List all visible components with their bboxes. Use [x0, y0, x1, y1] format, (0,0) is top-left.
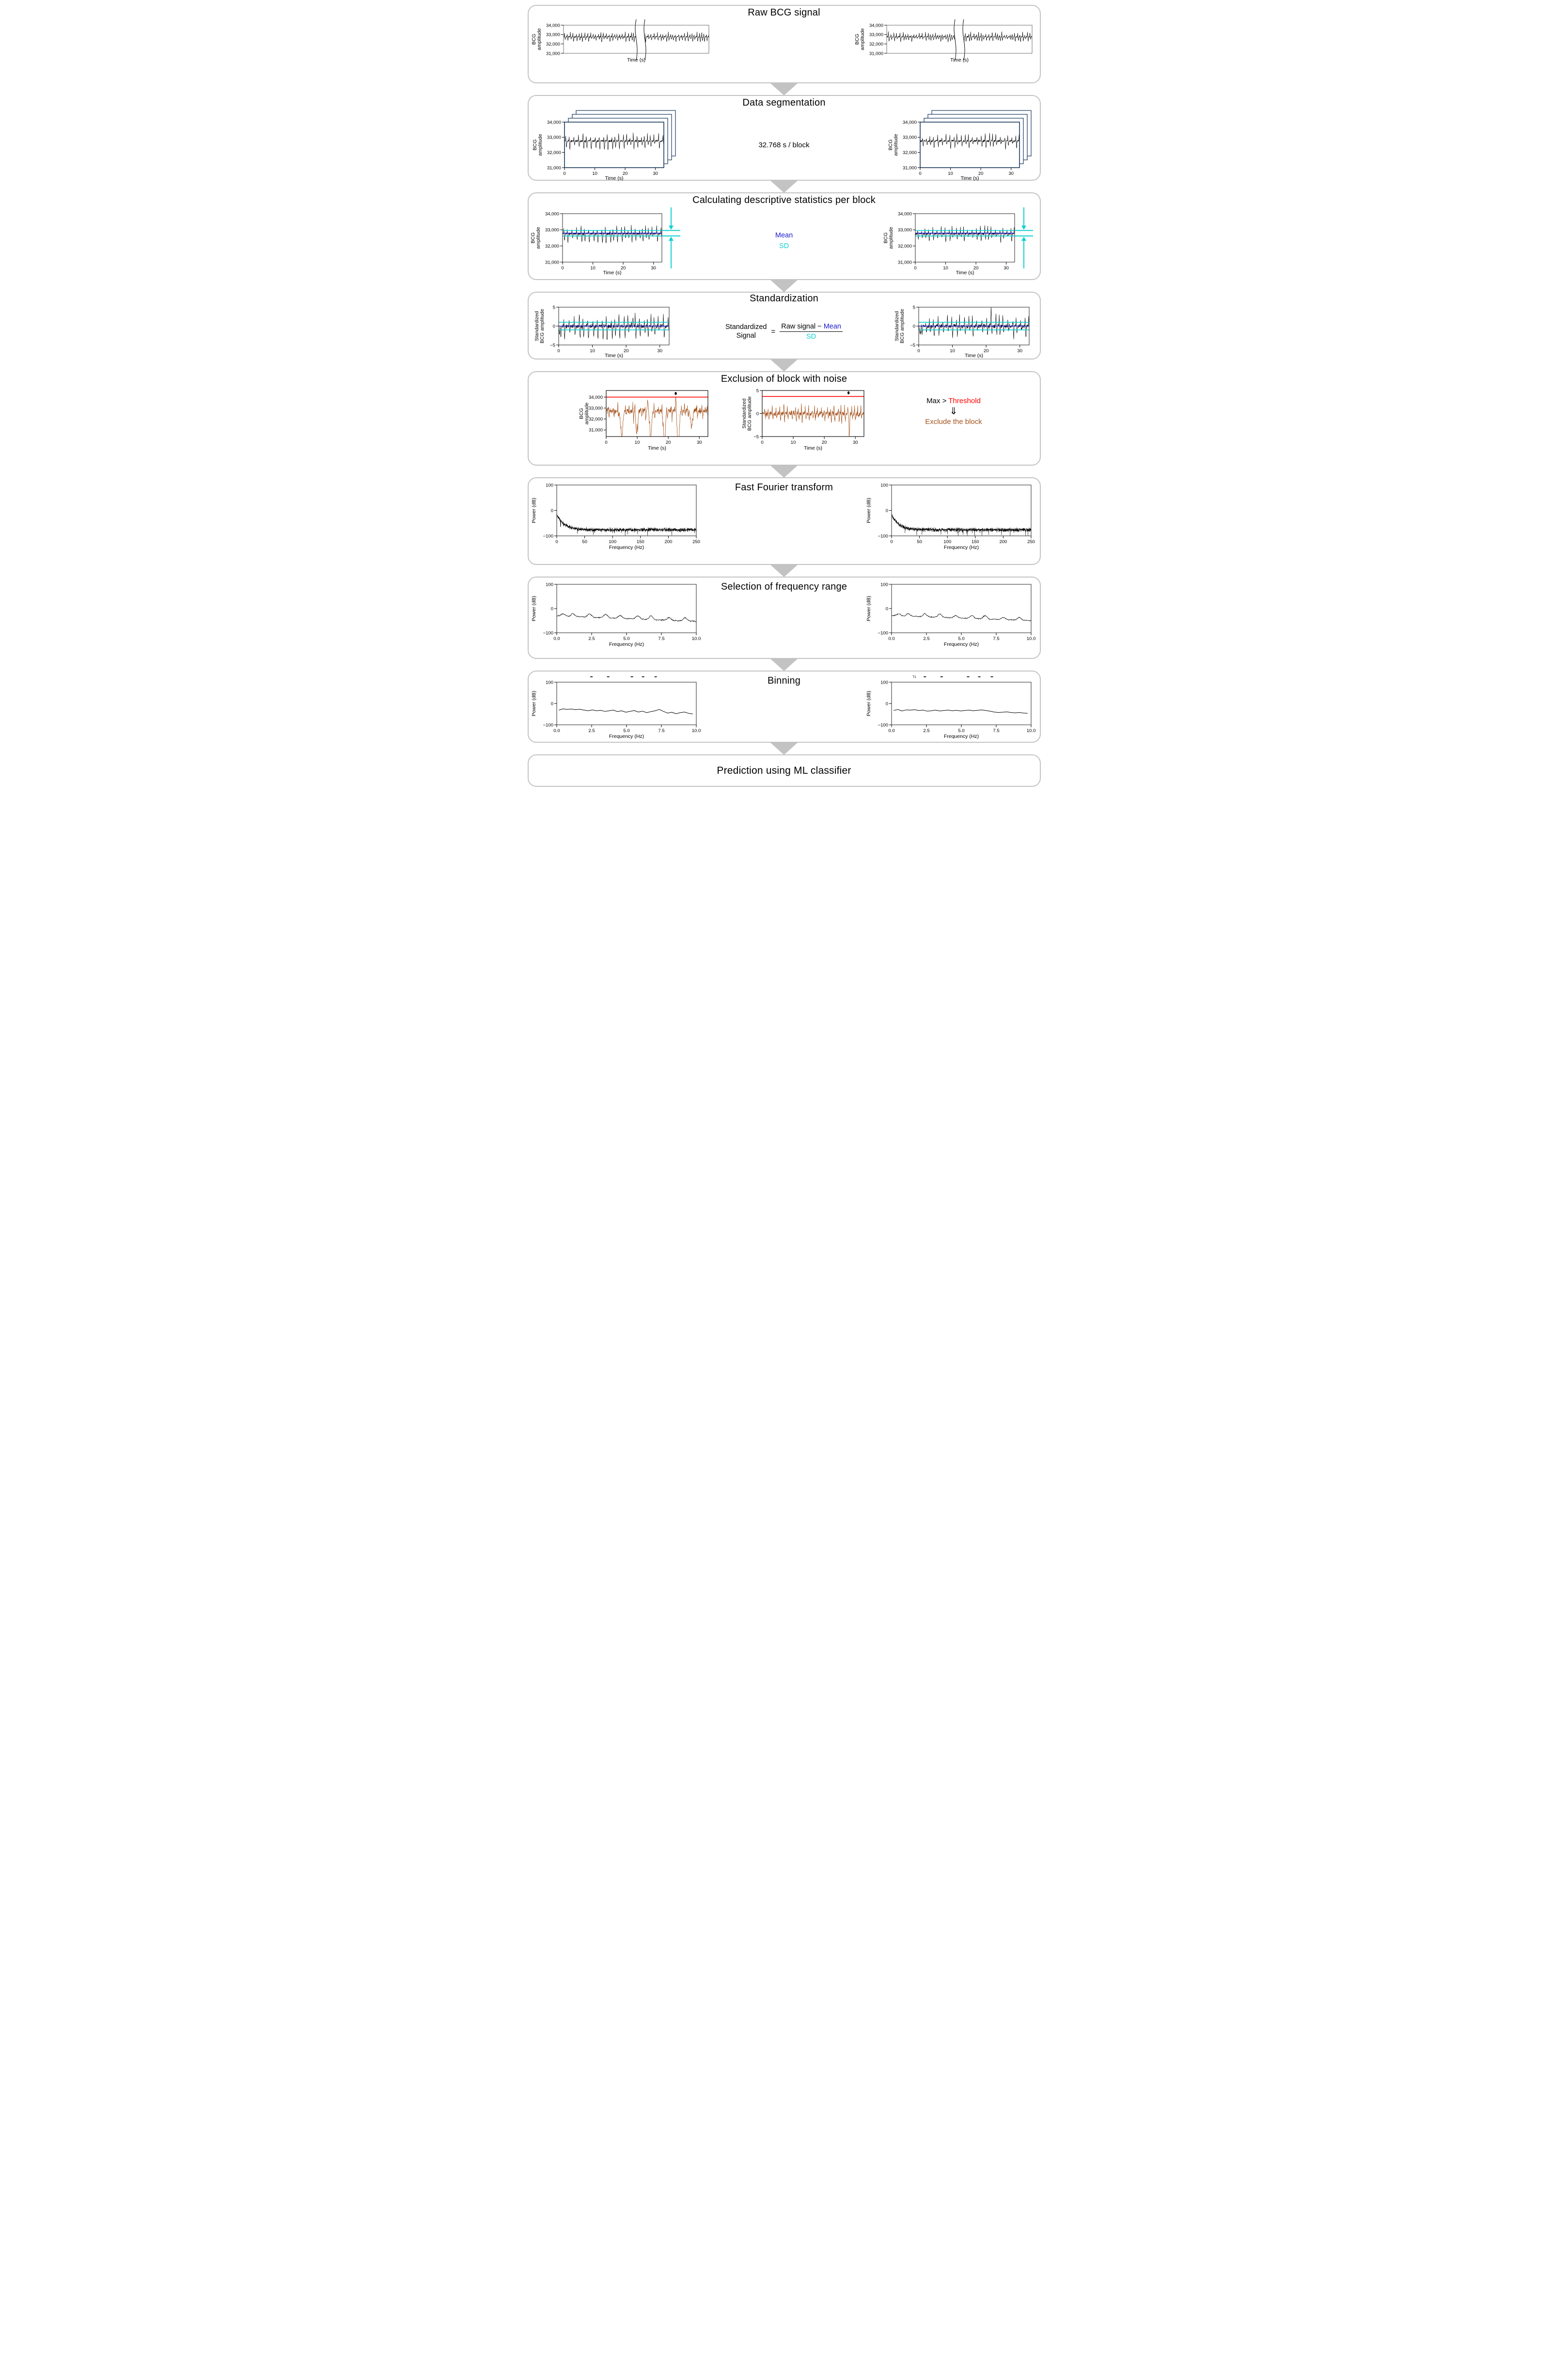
arrow-down-icon	[770, 359, 798, 372]
svg-text:20: 20	[623, 348, 628, 354]
flow-connector	[523, 743, 1046, 754]
panel-fft	[528, 477, 1041, 565]
svg-text:5.0: 5.0	[957, 728, 965, 734]
arrow-down-icon	[770, 564, 798, 577]
equals-sign: =	[771, 327, 776, 336]
svg-text:0: 0	[552, 324, 555, 329]
noisy-standardized-plot	[742, 386, 871, 451]
svg-text:0: 0	[561, 266, 564, 271]
svg-text:0: 0	[885, 606, 888, 612]
panel-data-segmentation	[528, 95, 1041, 181]
segmented-blocks-plot-right	[888, 109, 1036, 181]
svg-text:Frequency (Hz): Frequency (Hz)	[609, 545, 644, 550]
svg-text:0.0: 0.0	[888, 636, 895, 641]
svg-text:100: 100	[608, 539, 616, 545]
panel-title: Fast Fourier transform	[735, 482, 833, 493]
svg-text:0: 0	[563, 171, 566, 176]
svg-text:5: 5	[756, 388, 759, 394]
arrow-down-icon	[770, 280, 798, 292]
stats-plot-left	[531, 206, 685, 276]
raw-bcg-plot-left	[532, 22, 714, 63]
block-duration-label: 32.768 s / block	[758, 141, 810, 149]
segmentation-row	[529, 109, 1040, 181]
svg-text:5: 5	[912, 305, 915, 311]
svg-text:100: 100	[545, 582, 553, 588]
flow-connector	[523, 659, 1046, 671]
svg-text:amplitude: amplitude	[537, 134, 543, 156]
svg-text:BCG amplitude: BCG amplitude	[539, 309, 545, 344]
svg-text:30: 30	[652, 171, 658, 176]
arrow-down-icon	[770, 83, 798, 95]
svg-text:amplitude: amplitude	[535, 227, 541, 249]
svg-text:10: 10	[949, 348, 955, 354]
svg-text:Power (dB): Power (dB)	[531, 690, 537, 717]
svg-text:2.5: 2.5	[923, 728, 930, 734]
flow-connector	[523, 360, 1046, 371]
svg-text:Time (s): Time (s)	[955, 270, 974, 276]
svg-text:0: 0	[912, 324, 915, 329]
fft-spectrum-plot-right	[866, 481, 1037, 550]
svg-text:0: 0	[557, 348, 560, 354]
arrow-down-icon	[770, 465, 798, 478]
condition-threshold: Threshold	[948, 397, 981, 406]
svg-text:−100: −100	[543, 722, 553, 728]
svg-text:0.0: 0.0	[553, 636, 560, 641]
svg-text:100: 100	[545, 483, 553, 488]
flow-connector	[523, 280, 1046, 292]
svg-text:33,000: 33,000	[869, 32, 883, 38]
formula-lhs-line2: Signal	[736, 332, 756, 340]
svg-text:250: 250	[692, 539, 700, 545]
svg-text:Time (s): Time (s)	[627, 57, 645, 63]
svg-text:30: 30	[1003, 266, 1009, 271]
selected-range-plot-right	[866, 580, 1037, 647]
svg-text:34,000: 34,000	[545, 211, 559, 217]
threshold-condition	[871, 396, 1037, 407]
svg-text:Time (s): Time (s)	[604, 175, 624, 181]
svg-text:Time (s): Time (s)	[960, 175, 979, 181]
svg-text:−5: −5	[909, 343, 915, 348]
svg-text:20: 20	[622, 171, 627, 176]
svg-text:−100: −100	[878, 533, 888, 539]
svg-text:32,000: 32,000	[545, 243, 559, 249]
binned-spectrum-plot-left	[532, 674, 702, 739]
svg-text:32,000: 32,000	[547, 150, 561, 156]
raw-bcg-plots-row	[529, 22, 1040, 63]
svg-text:0: 0	[918, 171, 922, 176]
svg-text:30: 30	[696, 440, 702, 445]
svg-text:BCG: BCG	[532, 139, 538, 151]
panel-title: Raw BCG signal	[748, 7, 820, 18]
svg-text:−100: −100	[878, 630, 888, 636]
svg-text:0: 0	[550, 606, 553, 612]
svg-text:Power (dB): Power (dB)	[865, 595, 872, 622]
svg-text:30: 30	[1008, 171, 1014, 176]
svg-text:−100: −100	[543, 630, 553, 636]
svg-text:32,000: 32,000	[869, 41, 883, 47]
svg-text:amplitude: amplitude	[536, 28, 542, 50]
svg-text:10.0: 10.0	[1026, 636, 1035, 641]
svg-text:10.0: 10.0	[1026, 728, 1035, 734]
svg-text:30: 30	[1017, 348, 1022, 354]
svg-text:0.0: 0.0	[553, 728, 560, 734]
svg-text:10.0: 10.0	[691, 728, 701, 734]
svg-text:31,000: 31,000	[897, 260, 912, 266]
svg-text:100: 100	[943, 539, 951, 545]
stats-plot-right	[883, 206, 1038, 276]
svg-text:32,000: 32,000	[902, 150, 917, 156]
standardized-plot-left	[534, 304, 674, 359]
standardization-formula	[674, 323, 894, 341]
svg-text:250: 250	[1027, 539, 1035, 545]
sd-label: SD	[779, 242, 789, 250]
svg-text:2.5: 2.5	[923, 636, 930, 641]
svg-text:10: 10	[790, 440, 796, 445]
svg-text:33,000: 33,000	[546, 32, 560, 38]
panel-title: Calculating descriptive statistics per block	[692, 195, 876, 205]
svg-text:0: 0	[917, 348, 920, 354]
panel-title: Prediction using ML classifier	[717, 765, 851, 776]
svg-text:amplitude: amplitude	[859, 28, 865, 50]
panel-noise-exclusion	[528, 371, 1041, 466]
svg-text:150: 150	[971, 539, 979, 545]
svg-text:BCG: BCG	[531, 33, 537, 45]
svg-text:5.0: 5.0	[623, 636, 630, 641]
svg-text:100: 100	[880, 680, 888, 686]
formula-lhs	[725, 323, 767, 340]
svg-text:−5: −5	[549, 343, 555, 348]
flow-connector	[523, 181, 1046, 192]
svg-text:Time (s): Time (s)	[964, 353, 983, 359]
svg-text:31,000: 31,000	[869, 51, 883, 57]
panel-frequency-selection	[528, 577, 1041, 659]
panel-title: Selection of frequency range	[721, 581, 847, 592]
svg-text:Time (s): Time (s)	[647, 445, 666, 451]
panel-title: Binning	[767, 675, 801, 686]
svg-text:0: 0	[885, 508, 888, 514]
svg-text:0: 0	[890, 539, 893, 545]
numerator-mean: Mean	[823, 322, 841, 330]
standardization-row	[529, 304, 1040, 359]
svg-text:Frequency (Hz): Frequency (Hz)	[609, 734, 644, 739]
panel-raw-bcg-signal	[528, 5, 1041, 83]
svg-text:34,000: 34,000	[897, 211, 912, 217]
double-down-arrow-icon: ⇓	[949, 406, 958, 417]
svg-text:5.0: 5.0	[957, 636, 965, 641]
svg-text:10: 10	[590, 266, 596, 271]
svg-text:20: 20	[978, 171, 983, 176]
svg-text:amplitude: amplitude	[893, 134, 899, 156]
exclusion-rule	[871, 396, 1037, 427]
panel-title: Exclusion of block with noise	[721, 374, 847, 384]
arrow-down-icon	[770, 742, 798, 755]
formula-lhs-line1: Standardized	[725, 323, 767, 331]
svg-text:BCG: BCG	[887, 139, 894, 151]
svg-text:5.0: 5.0	[623, 728, 630, 734]
svg-text:34,000: 34,000	[902, 120, 917, 125]
svg-text:33,000: 33,000	[588, 406, 603, 411]
svg-text:34,000: 34,000	[547, 120, 561, 125]
svg-text:Standardized: Standardized	[533, 311, 540, 341]
svg-text:Frequency (Hz): Frequency (Hz)	[943, 734, 979, 739]
svg-text:30: 30	[650, 266, 656, 271]
svg-text:0: 0	[550, 701, 553, 707]
svg-text:33,000: 33,000	[545, 227, 559, 233]
svg-text:10: 10	[589, 348, 595, 354]
panel-title: Standardization	[750, 293, 818, 304]
selected-range-plot-left	[532, 580, 702, 647]
bcg-processing-pipeline-figure	[523, 0, 1046, 790]
panel-binning	[528, 671, 1041, 743]
svg-text:0: 0	[756, 411, 759, 417]
svg-text:Power (dB): Power (dB)	[531, 595, 537, 622]
svg-text:BCG amplitude: BCG amplitude	[746, 396, 753, 431]
selection-row	[529, 580, 1040, 647]
svg-text:200: 200	[999, 539, 1007, 545]
svg-text:33,000: 33,000	[897, 227, 912, 233]
numerator-raw-signal: Raw signal −	[781, 322, 824, 330]
svg-text:31,000: 31,000	[588, 427, 603, 433]
binned-spectrum-plot-right	[866, 674, 1037, 739]
svg-text:Standardized: Standardized	[741, 398, 747, 429]
svg-text:150: 150	[636, 539, 644, 545]
svg-text:0: 0	[913, 266, 917, 271]
svg-text:200: 200	[664, 539, 672, 545]
svg-text:BCG: BCG	[854, 33, 860, 45]
svg-text:30: 30	[852, 440, 858, 445]
formula-numerator	[780, 323, 843, 332]
svg-text:34,000: 34,000	[546, 23, 560, 29]
svg-text:0: 0	[604, 440, 608, 445]
svg-text:0.0: 0.0	[888, 728, 895, 734]
svg-text:7.5: 7.5	[992, 636, 1000, 641]
svg-text:34,000: 34,000	[588, 394, 603, 400]
svg-text:100: 100	[880, 582, 888, 588]
svg-text:T1: T1	[912, 675, 916, 679]
svg-text:10.0: 10.0	[691, 636, 701, 641]
svg-text:10: 10	[942, 266, 948, 271]
svg-text:amplitude: amplitude	[888, 227, 894, 249]
flow-connector	[523, 83, 1046, 95]
svg-text:Power (dB): Power (dB)	[865, 690, 872, 717]
svg-text:0: 0	[760, 440, 764, 445]
svg-text:32,000: 32,000	[897, 243, 912, 249]
svg-text:7.5: 7.5	[658, 636, 665, 641]
exclude-action-label: Exclude the block	[925, 418, 982, 426]
binning-row	[529, 674, 1040, 739]
svg-text:BCG: BCG	[882, 232, 889, 244]
panel-title: Data segmentation	[742, 97, 826, 108]
svg-text:2.5: 2.5	[588, 728, 595, 734]
svg-text:Frequency (Hz): Frequency (Hz)	[609, 641, 644, 647]
svg-text:20: 20	[821, 440, 827, 445]
panel-ml-prediction	[528, 754, 1041, 787]
arrow-down-icon	[770, 658, 798, 671]
segmented-blocks-plot-left	[533, 109, 680, 181]
fft-row	[529, 481, 1040, 550]
svg-text:20: 20	[983, 348, 988, 354]
svg-text:33,000: 33,000	[902, 135, 917, 141]
svg-text:32,000: 32,000	[546, 41, 560, 47]
svg-text:10: 10	[592, 171, 597, 176]
exclusion-row	[529, 386, 1040, 451]
svg-text:−100: −100	[543, 533, 553, 539]
svg-text:amplitude: amplitude	[583, 402, 590, 425]
svg-text:20: 20	[665, 440, 671, 445]
statistics-row	[529, 206, 1040, 276]
noisy-raw-plot	[579, 386, 715, 451]
flow-connector	[523, 565, 1046, 577]
svg-text:20: 20	[973, 266, 978, 271]
svg-text:Power (dB): Power (dB)	[531, 498, 537, 523]
svg-text:Time (s): Time (s)	[602, 270, 622, 276]
svg-text:10: 10	[634, 440, 640, 445]
svg-text:Power (dB): Power (dB)	[865, 498, 872, 523]
arrow-down-icon	[770, 180, 798, 193]
svg-text:100: 100	[545, 680, 553, 686]
svg-text:−5: −5	[753, 434, 759, 440]
svg-text:BCG: BCG	[578, 408, 584, 419]
svg-text:10: 10	[947, 171, 953, 176]
svg-text:31,000: 31,000	[546, 51, 560, 57]
svg-text:0: 0	[555, 539, 558, 545]
svg-text:31,000: 31,000	[902, 165, 917, 171]
svg-text:Time (s): Time (s)	[950, 57, 969, 63]
svg-text:Time (s): Time (s)	[604, 353, 623, 359]
svg-text:31,000: 31,000	[545, 260, 559, 266]
svg-text:2.5: 2.5	[588, 636, 595, 641]
svg-text:33,000: 33,000	[547, 135, 561, 141]
fft-spectrum-plot-left	[532, 481, 702, 550]
svg-text:Standardized: Standardized	[894, 311, 900, 341]
svg-text:7.5: 7.5	[992, 728, 1000, 734]
svg-text:BCG: BCG	[530, 232, 536, 244]
svg-text:7.5: 7.5	[658, 728, 665, 734]
mean-label: Mean	[775, 231, 793, 239]
svg-text:31,000: 31,000	[547, 165, 561, 171]
svg-text:100: 100	[880, 483, 888, 488]
svg-text:Frequency (Hz): Frequency (Hz)	[943, 545, 979, 550]
condition-max: Max >	[926, 397, 949, 406]
panel-standardization	[528, 292, 1041, 360]
svg-text:50: 50	[581, 539, 587, 545]
svg-text:34,000: 34,000	[869, 23, 883, 29]
svg-text:BCG amplitude: BCG amplitude	[899, 309, 905, 344]
standardized-plot-right	[894, 304, 1034, 359]
raw-bcg-plot-right	[855, 22, 1037, 63]
formula-fraction	[780, 323, 843, 341]
svg-text:32,000: 32,000	[588, 417, 603, 422]
svg-text:30: 30	[657, 348, 662, 354]
svg-text:20: 20	[620, 266, 626, 271]
svg-text:0: 0	[550, 508, 553, 514]
svg-text:Time (s): Time (s)	[803, 445, 822, 451]
formula-denominator-sd: SD	[806, 332, 816, 341]
svg-text:−100: −100	[878, 722, 888, 728]
svg-text:5: 5	[552, 305, 555, 311]
panel-descriptive-statistics	[528, 192, 1041, 280]
svg-text:0: 0	[885, 701, 888, 707]
svg-text:Frequency (Hz): Frequency (Hz)	[943, 641, 979, 647]
mean-sd-legend	[685, 230, 883, 252]
flow-connector	[523, 466, 1046, 477]
svg-text:50: 50	[916, 539, 922, 545]
